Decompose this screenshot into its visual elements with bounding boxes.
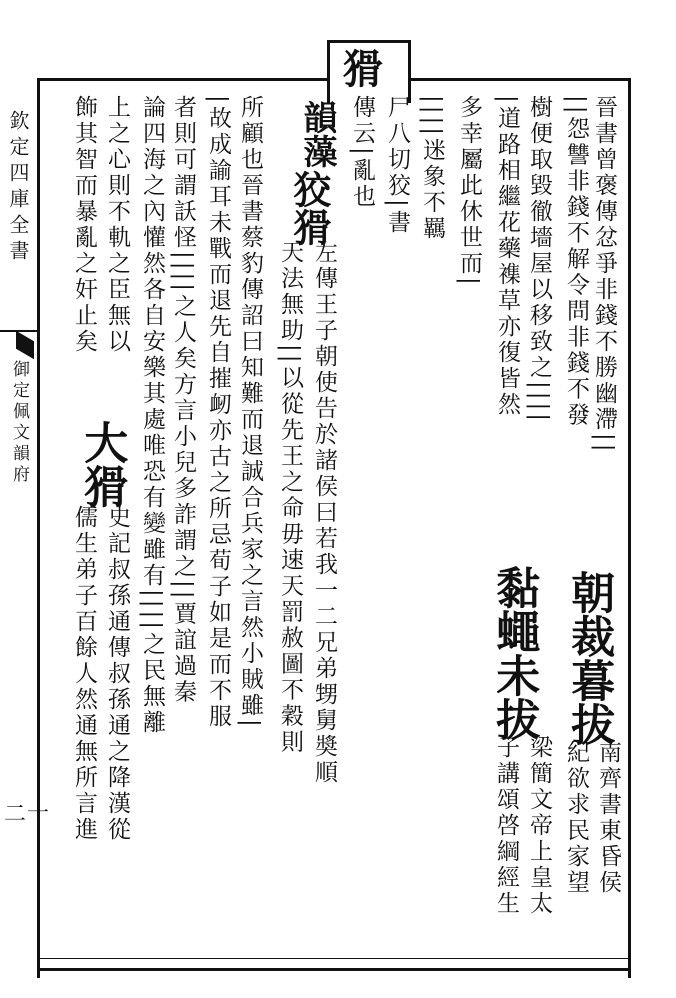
text-column-14: 論四海之內懽然各自安樂其處唯恐有變雖有||||之民無離 <box>139 95 165 736</box>
text-column-8: 傳云|亂也 <box>349 95 375 210</box>
big-term-nianying: 黏蠅未拔 <box>488 565 540 741</box>
text-column-16: 飾其智而暴亂之奸止矣 <box>71 95 97 355</box>
text-column-13: 者則可謂訞怪||||之人矣方言小兒多詐謂之||賈誼過秦 <box>170 95 196 706</box>
big-term-2-note-b: 子講頌啓綱經生 <box>493 735 519 917</box>
big-term-1-note-a: 南齊書東昏侯 <box>595 740 621 896</box>
text-column-3: 樹便取毀徹墻屋以移致之|||| <box>526 95 552 424</box>
text-column-9: 左傳王子朝使告於諸侯曰若我一二兄弟甥舅奬順 <box>311 240 337 786</box>
text-column-17: 史記叔孫通傳叔孫通之降漢從 <box>104 505 130 843</box>
text-column-12: |故成諭耳未戰而退先自摧衂亦古之所忌荀子如是而不服 <box>205 95 231 730</box>
text-column-6: ||||迷象不羈 <box>419 95 445 242</box>
frame-left-rule <box>37 78 40 978</box>
side-black-mark <box>16 331 34 359</box>
text-column-4: |道路相繼花藥襍草亦復皆然 <box>494 95 520 418</box>
frame-bottom-rule-inner <box>37 958 631 959</box>
big-term-dahua: 大猾 <box>76 420 128 508</box>
big-term-zhaocai: 朝裁暮拔 <box>563 570 615 746</box>
big-term-2-note-a: 梁簡文帝上皇太 <box>526 735 552 917</box>
text-column-10: 天法無助||以從先王之命毋速天罰赦圖不穀則 <box>277 240 303 756</box>
text-column-7: 尸八切狡|書 <box>384 95 410 236</box>
frame-bottom-rule <box>37 968 631 971</box>
text-column-2: ||怨讐非錢不解令問非錢不發 <box>563 95 589 429</box>
text-column-11: 所顧也晉書蔡豹傳詔曰知難而退誠合兵家之言然小賊雖| <box>237 95 263 730</box>
text-column-18: 儒生弟子百餘人然通無所言進 <box>71 505 97 843</box>
text-column-15: 上之心則不軌之臣無以 <box>104 95 130 355</box>
text-column-1: 晉書曾褒傳忿爭非錢不勝幽滯|| <box>591 95 617 455</box>
big-term-1-note-b: 紀欲求民家望 <box>563 740 589 896</box>
rhyme-term-big: 狡猾 <box>287 170 332 246</box>
rhyme-heading: 韻藻 <box>297 100 337 168</box>
side-subtitle: 御定佩文韻府 <box>9 360 29 486</box>
frame-top-rule-left <box>37 78 327 81</box>
frame-top-rule-right <box>405 78 631 81</box>
page-number: 二十 <box>4 802 51 827</box>
frame-right-rule <box>628 78 631 978</box>
side-title: 欽定四庫全書 <box>6 110 30 266</box>
text-column-5: 多幸屬此休世而| <box>456 95 482 288</box>
heading-char: 猾 <box>343 46 383 93</box>
